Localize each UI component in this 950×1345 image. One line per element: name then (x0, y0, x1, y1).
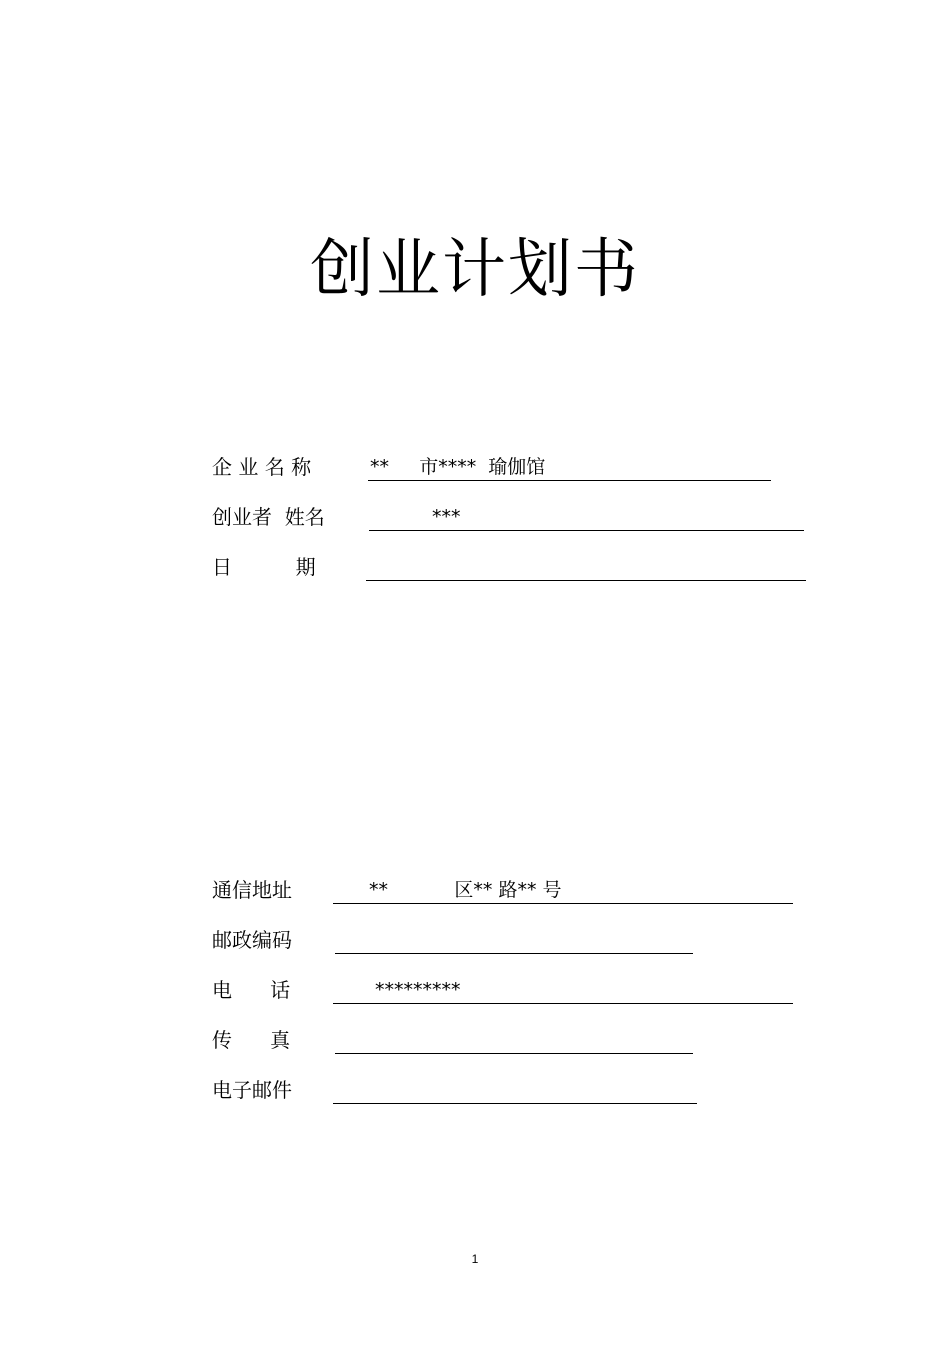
address-field (333, 877, 793, 904)
address-label: 通信地址 (212, 878, 292, 902)
company-name-field (368, 454, 771, 481)
fax-field (335, 1027, 693, 1054)
founder-name-field (369, 504, 804, 531)
fax-label: 传 真 (212, 1028, 291, 1052)
company-name-value: ** 市**** 瑜伽馆 (370, 456, 546, 478)
email-field (333, 1077, 697, 1104)
founder-name-value: *** (432, 506, 461, 528)
email-label: 电子邮件 (212, 1078, 292, 1102)
phone-field (333, 977, 793, 1004)
company-name-label: 企 业 名 称 (212, 455, 312, 479)
phone-label: 电 话 (212, 978, 291, 1002)
document-title: 创业计划书 (310, 233, 640, 307)
date-label: 日 期 (212, 555, 316, 579)
address-value: ** 区** 路** 号 (369, 879, 562, 901)
postal-code-label: 邮政编码 (212, 928, 292, 952)
postal-code-field (335, 927, 693, 954)
phone-value: ********* (375, 979, 461, 1001)
founder-name-label: 创业者 姓名 (212, 505, 325, 529)
date-field (366, 554, 806, 581)
page-number: 1 (471, 1252, 479, 1266)
